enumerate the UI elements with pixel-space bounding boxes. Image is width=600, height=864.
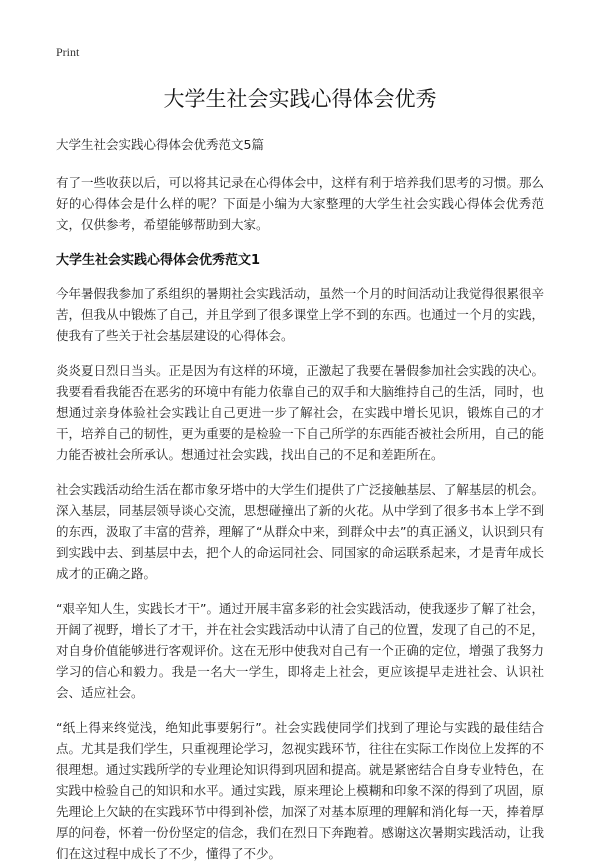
body-paragraph-4: “艰辛知人生，实践长才干”。通过开展丰富多彩的社会实践活动，使我逐步了解了社会，开阔了视野，增长了才干，并在社会实践活动中认清了自己的位置，发现了自己的不足，对自身价值能够进行客观评价。这在无形中使我对自己有一个正确的定位，增强了我努力学习的信心和毅力。我是一名大一学生，即将走上社会，更应该提早走进社会、认识社会、适应社会。 [56, 601, 544, 700]
body-paragraph-5: “纸上得来终觉浅，绝知此事要躬行”。社会实践使同学们找到了理论与实践的最佳结合点。尤其是我们学生，只重视理论学习，忽视实践环节，往往在实际工作岗位上发挥的不很理想。通过实践所学的专业理论知识得到巩固和提高。就是紧密结合自身专业特色，在实践中检验自己的知识和水平。通过实践，原来理论上模糊和印象不深的得到了巩固，原先理论上欠缺的在实践环节中得到补偿，加深了对基本原理的理解和消化每一天，捧着厚厚的问卷，怀着一份份坚定的信念，我们在烈日下奔跑着。感谢这次暑期实践活动，让我们在这过程中成长了不少，懂得了不少。 [56, 720, 544, 861]
body-paragraph-1: 今年暑假我参加了系组织的暑期社会实践活动，虽然一个月的时间活动让我觉得很累很辛苦，但我从中锻炼了自己，并且学到了很多课堂上学不到的东西。也通过一个月的实践，使我有了些关于社会基层建设的心得体会。 [56, 286, 544, 343]
body-paragraph-2: 炎炎夏日烈日当头。正是因为有这样的环境，正激起了我要在暑假参加社会实践的决心。我要看看我能否在恶劣的环境中有能力依靠自己的双手和大脑维持自己的生活，同时，也想通过亲身体验社会实践让自己更进一步了解社会，在实践中增长见识，锻炼自己的才干，培养自己的韧性，更为重要的是检验一下自己所学的东西能否被社会所用，自己的能力能否被社会所承认。想通过社会实践，找出自己的不足和差距所在。 [56, 363, 544, 462]
section-heading: 大学生社会实践心得体会优秀范文1 [56, 253, 261, 268]
page-title: 大学生社会实践心得体会优秀 [163, 87, 437, 111]
body-paragraph-3: 社会实践活动给生活在都市象牙塔中的大学生们提供了广泛接触基层、了解基层的机会。深入基层，同基层领导谈心交流，思想碰撞出了新的火花。从中学到了很多书本上学不到的东西，汲取了丰富的营养，理解了“从群众中来，到群众中去”的真正涵义，认识到只有到实践中去、到基层中去，把个人的命运同社会、同国家的命运联系起来，才是青年成长成才的正确之路。 [56, 482, 544, 581]
print-link[interactable]: Print [56, 45, 80, 59]
article-subtitle: 大学生社会实践心得体会优秀范文5篇 [56, 137, 264, 152]
intro-paragraph: 有了一些收获以后，可以将其记录在心得体会中，这样有利于培养我们思考的习惯。那么好的心得体会是什么样的呢？下面是小编为大家整理的大学生社会实践心得体会优秀范文，仅供参考，希望能够帮助到大家。 [56, 175, 544, 232]
